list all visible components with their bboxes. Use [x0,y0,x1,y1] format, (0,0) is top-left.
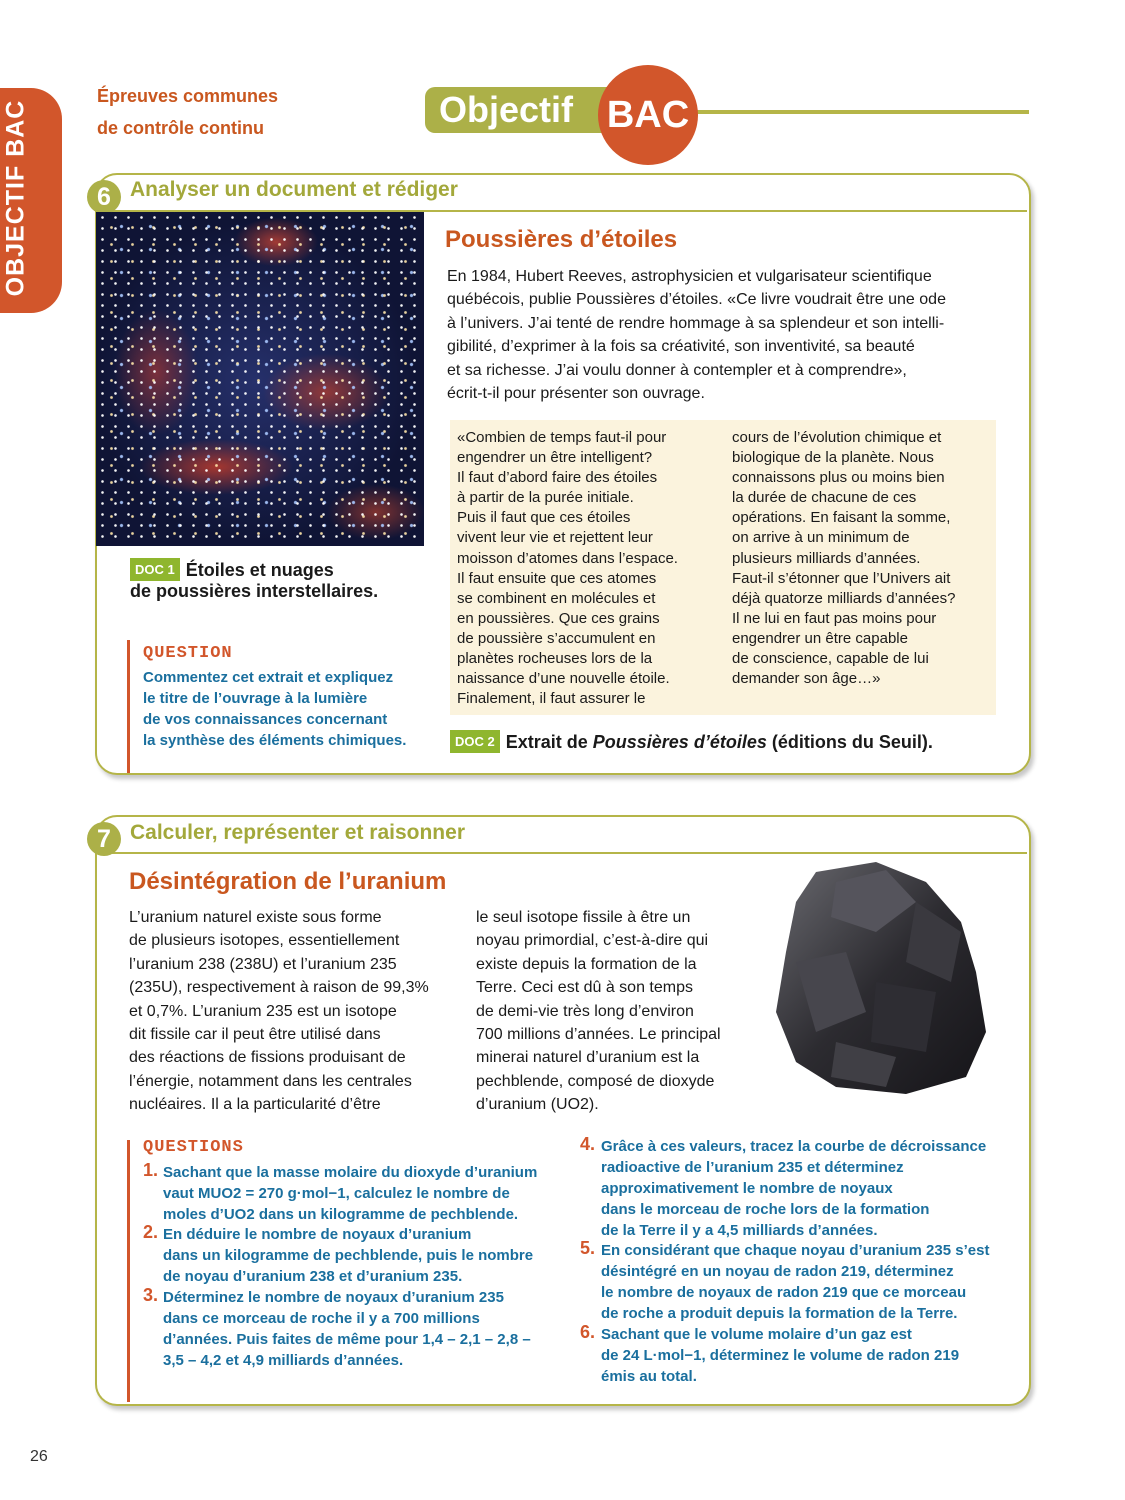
quote-line: en poussières. Que ces grains [457,609,660,627]
col2-line: noyau primordial, c’est-à-dire qui [476,932,709,950]
quote-line: Puis il faut que ces étoiles [457,509,631,527]
question-2-number: 2. [143,1222,159,1242]
quote-line: biologique de la planète. Nous [732,449,934,467]
pitchblende-ore-image [776,862,988,1094]
question-line: le titre de l’ouvrage à la lumière [143,690,368,707]
quote-line: à partir de la purée initiale. [457,489,634,507]
col1-line: L’uranium naturel existe sous forme [129,909,382,926]
question-text [143,667,433,751]
quote-line: la durée de chacune de ces [732,489,917,507]
doc2-tag: DOC 2 [450,730,500,753]
question-4 [601,1136,1021,1241]
quote-line: Il faut ensuite que ces atomes [457,569,657,587]
question-line: désintégré en un noyau de radon 219, déterminez [601,1263,954,1280]
question-2 [163,1224,563,1287]
question-3-number: 3. [143,1285,159,1305]
question-line: Grâce à ces valeurs, tracez la courbe de décroissance [601,1138,987,1155]
col1-line: et 0,7%. L’uranium 235 est un isotope [129,1002,397,1020]
side-tab-label: OBJECTIF BAC [1,99,30,297]
quote-line: Il faut d’abord faire des étoiles [457,469,658,487]
quote-line: naissance d’une nouvelle étoile. [457,670,670,688]
question-line: Déterminez le nombre de noyaux d’uranium 235 [163,1289,504,1306]
question-6-number: 6. [580,1322,596,1342]
question-bar [127,640,130,773]
col1-line: de plusieurs isotopes, essentiellement [129,932,400,950]
uranium-column-2 [476,906,766,1117]
col2-line: Terre. Ceci est dû à son temps [476,979,693,997]
quote-line: déjà quatorze milliards d’années? [732,589,956,607]
quote-line: plusieurs milliards d’années. [732,549,921,567]
question-line: Sachant que la masse molaire du dioxyde d’uranium [163,1164,538,1181]
quote-line: de conscience, capable de lui [732,650,929,668]
col2-line: de demi-vie très long d’environ [476,1002,694,1020]
question-line: de vos connaissances concernant [143,711,388,728]
intro-line: et sa richesse. J’ai voulu donner à contempler et à comprendre», [447,361,907,379]
col1-line: (235U), respectivement à raison de 99,3% [129,979,429,997]
quote-line: de poussière s’accumulent en [457,629,656,647]
objectif-pill: Objectif [425,87,625,133]
question-1-number: 1. [143,1160,159,1180]
col1-line: nucléaires. Il a la particularité d’être [129,1096,381,1114]
doc2-caption [450,730,1010,753]
question-line: de 24 L·mol−1, déterminez le volume de radon 219 [601,1347,960,1364]
doc1-tag: DOC 1 [130,558,180,581]
section-title-uranium: Désintégration de l’uranium [129,868,447,895]
quote-left-column [457,428,719,709]
quote-line: «Combien de temps faut-il pour [457,429,667,446]
exercise-7-title-rule [96,852,1027,854]
quote-line: planètes rocheuses lors de la [457,650,653,668]
intro-line: à l’univers. J’ai tenté de rendre hommage à sa splendeur et son intelli- [447,314,945,332]
quote-line: connaissons plus ou moins bien [732,469,945,487]
question-line: 3,5 – 4,2 et 4,9 milliards d’années. [163,1352,404,1369]
doc1-caption-line2: de poussières interstellaires. [130,581,379,601]
intro-paragraph [447,265,1007,405]
doc2-caption-c: (éditions du Seuil). [766,732,933,752]
question-line: dans un kilogramme de pechblende, puis le nombre [163,1247,534,1264]
doc1-caption-line1: Étoiles et nuages [185,560,334,580]
question-line: dans ce morceau de roche il y a 700 millions [163,1310,480,1327]
quote-line: cours de l’évolution chimique et [732,429,942,446]
col2-line: pechblende, composé de dioxyde [476,1072,715,1090]
col2-line: existe depuis la formation de la [476,955,697,973]
question-line: En déduire le nombre de noyaux d’uranium [163,1226,472,1243]
quote-line: demander son âge…» [732,670,881,688]
quote-line: se combinent en molécules et [457,589,656,607]
question-line: de roche a produit depuis la formation de la Terre. [601,1305,958,1322]
question-1 [163,1162,563,1225]
col1-line: dit fissile car il peut être utilisé dans [129,1026,381,1044]
side-tab [0,88,62,313]
quote-line: Faut-il s’étonner que l’Univers ait [732,569,951,587]
question-line: d’années. Puis faites de même pour 1,4 – 2,1 – 2,8 – [163,1331,531,1348]
question-6 [601,1324,1021,1387]
col2-line: 700 millions d’années. Le principal [476,1026,721,1044]
question-line: En considérant que chaque noyau d’uranium 235 s’est [601,1242,990,1259]
question-4-number: 4. [580,1134,596,1154]
exercise-6-number: 6 [87,180,121,214]
quote-right-column [732,428,994,689]
question-heading: QUESTION [143,644,233,663]
section-title-poussieres: Poussières d’étoiles [445,226,678,253]
quote-line: on arrive à un minimum de [732,529,910,547]
doc2-caption-a: Extrait de [505,732,593,752]
quote-line: engendrer un être capable [732,629,908,647]
quote-line: Finalement, il faut assurer le [457,690,646,708]
quote-line: engendrer un être intelligent? [457,449,653,467]
question-line: de la Terre il y a 4,5 milliards d’années. [601,1222,878,1239]
question-line: Commentez cet extrait et expliquez [143,669,394,686]
intro-line: En 1984, Hubert Reeves, astrophysicien et vulgarisateur scientifique [447,268,932,285]
questions-heading: QUESTIONS [143,1138,244,1157]
page-number: 26 [30,1448,48,1465]
intro-line: gibilité, d’exprimer à la fois sa créativité, son inventivité, sa beauté [447,338,915,356]
question-line: approximativement le nombre de noyaux [601,1180,893,1197]
intro-line: québécois, publie Poussières d’étoiles. «Ce livre voudrait être une ode [447,291,946,309]
col1-line: l’uranium 238 (238U) et l’uranium 235 [129,955,397,973]
question-line: émis au total. [601,1368,697,1385]
col2-line: minerai naturel d’uranium est la [476,1049,700,1067]
questions-bar [127,1140,130,1402]
col2-line: le seul isotope fissile à être un [476,909,691,926]
header-line-2: de contrôle continu [97,118,265,138]
exercise-6-title: Analyser un document et rédiger [130,178,458,201]
doc1-caption [130,558,430,602]
exercise-7-title: Calculer, représenter et raisonner [130,821,465,844]
question-line: dans le morceau de roche lors de la formation [601,1201,930,1218]
exercise-7-number: 7 [87,822,121,856]
question-5-number: 5. [580,1238,596,1258]
col2-line: d’uranium (UO2). [476,1096,599,1114]
quote-line: opérations. En faisant la somme, [732,509,951,527]
quote-line: vivent leur vie et rejettent leur [457,529,653,547]
question-line: radioactive de l’uranium 235 et déterminez [601,1159,904,1176]
question-5 [601,1240,1021,1324]
question-line: la synthèse des éléments chimiques. [143,732,407,749]
uranium-column-1 [129,906,459,1117]
question-line: moles d’UO2 dans un kilogramme de pechblende. [163,1206,519,1223]
col1-line: l’énergie, notamment dans les centrales [129,1072,412,1090]
quote-line: moisson d’atomes dans l’espace. [457,549,678,567]
question-line: de noyau d’uranium 238 et d’uranium 235. [163,1268,463,1285]
doc2-caption-title: Poussières d’étoiles [592,732,767,752]
question-line: vaut MUO2 = 270 g·mol−1, calculez le nombre de [163,1185,510,1202]
header-line-1: Épreuves communes [97,86,279,106]
stars-nebula-image [96,212,424,546]
question-line: le nombre de noyaux de radon 219 que ce morceau [601,1284,967,1301]
question-3 [163,1287,563,1371]
bac-circle: BAC [598,65,698,165]
intro-line: écrit-t-il pour présenter son ouvrage. [447,385,705,403]
col1-line: des réactions de fissions produisant de [129,1049,406,1067]
quote-line: Il ne lui en faut pas moins pour [732,609,937,627]
question-line: Sachant que le volume molaire d’un gaz est [601,1326,912,1343]
